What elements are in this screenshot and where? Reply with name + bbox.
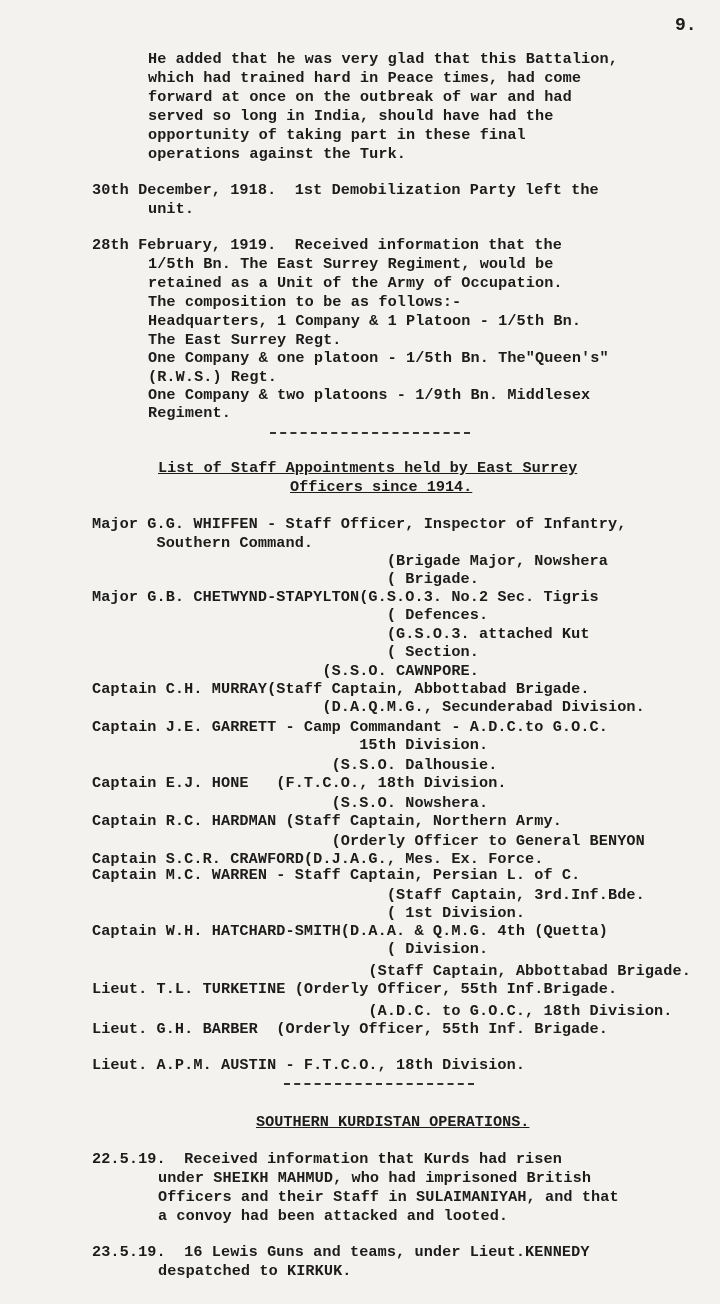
staff-line: (S.S.O. CAWNPORE.	[92, 662, 479, 680]
para1-line: served so long in India, should have had the	[148, 107, 554, 125]
para1-line: He added that he was very glad that this Battalion,	[148, 50, 618, 68]
para1-line: opportunity of taking part in these final	[148, 126, 526, 144]
entry-22-line: 22.5.19. Received information that Kurds had risen	[92, 1150, 562, 1168]
entry-22-line: Officers and their Staff in SULAIMANIYAH, and that	[158, 1188, 619, 1206]
entry-dec-line: unit.	[148, 200, 195, 218]
entry-feb-line: 1/5th Bn. The East Surrey Regiment, would be	[148, 255, 554, 273]
para1-line: operations against the Turk.	[148, 145, 406, 163]
staff-line: (S.S.O. Dalhousie.	[92, 756, 498, 774]
staff-line: ( Division.	[92, 940, 489, 958]
kurdistan-heading: SOUTHERN KURDISTAN OPERATIONS.	[256, 1113, 530, 1131]
section-divider	[270, 432, 470, 434]
staff-line: Lieut. A.P.M. AUSTIN - F.T.C.O., 18th Division.	[92, 1056, 526, 1074]
entry-feb-line: Regiment.	[148, 404, 231, 422]
para1-line: forward at once on the outbreak of war and had	[148, 88, 572, 106]
entry-feb-line: 28th February, 1919. Received information that the	[92, 236, 562, 254]
staff-line: (G.S.O.3. attached Kut	[92, 625, 590, 643]
staff-line: ( 1st Division.	[92, 904, 526, 922]
staff-line: Captain W.H. HATCHARD-SMITH(D.A.A. & Q.M.G. 4th (Quetta)	[92, 922, 608, 940]
staff-heading: List of Staff Appointments held by East Surrey	[158, 459, 578, 477]
entry-dec-line: 30th December, 1918. 1st Demobilization Party left the	[92, 181, 599, 199]
staff-line: ( Defences.	[92, 606, 489, 624]
page-number: 9.	[675, 16, 697, 36]
staff-line: 15th Division.	[92, 736, 489, 754]
staff-line: Southern Command.	[92, 534, 314, 552]
staff-line: Major G.B. CHETWYND-STAPYLTON(G.S.O.3. No.2 Sec. Tigris	[92, 588, 599, 606]
staff-heading: Officers since 1914.	[290, 478, 473, 496]
entry-22-line: under SHEIKH MAHMUD, who had imprisoned British	[158, 1169, 592, 1187]
section-divider	[284, 1083, 474, 1085]
staff-line: Captain S.C.R. CRAWFORD(D.J.A.G., Mes. Ex. Force.	[92, 850, 544, 868]
entry-feb-line: (R.W.S.) Regt.	[148, 368, 277, 386]
entry-23-line: despatched to KIRKUK.	[158, 1262, 352, 1280]
staff-line: (Brigade Major, Nowshera	[92, 552, 608, 570]
staff-line: (Orderly Officer to General BENYON	[92, 832, 645, 850]
staff-line: Lieut. G.H. BARBER (Orderly Officer, 55th Inf. Brigade.	[92, 1020, 608, 1038]
staff-line: (Staff Captain, 3rd.Inf.Bde.	[92, 886, 645, 904]
staff-line: (A.D.C. to G.O.C., 18th Division.	[92, 1002, 673, 1020]
entry-feb-line: One Company & two platoons - 1/9th Bn. Middlesex	[148, 386, 591, 404]
staff-line: Lieut. T.L. TURKETINE (Orderly Officer, 55th Inf.Brigade.	[92, 980, 618, 998]
staff-line: Captain C.H. MURRAY(Staff Captain, Abbottabad Brigade.	[92, 680, 590, 698]
entry-22-line: a convoy had been attacked and looted.	[158, 1207, 509, 1225]
staff-line: (Staff Captain, Abbottabad Brigade.	[92, 962, 691, 980]
entry-feb-line: The East Surrey Regt.	[148, 331, 342, 349]
staff-line: Major G.G. WHIFFEN - Staff Officer, Inspector of Infantry,	[92, 515, 627, 533]
entry-feb-line: One Company & one platoon - 1/5th Bn. The"Queen's"	[148, 349, 609, 367]
entry-feb-line: The composition to be as follows:-	[148, 293, 462, 311]
staff-line: (S.S.O. Nowshera.	[92, 794, 489, 812]
staff-line: Captain R.C. HARDMAN (Staff Captain, Northern Army.	[92, 812, 562, 830]
staff-line: ( Brigade.	[92, 570, 479, 588]
staff-line: Captain M.C. WARREN - Staff Captain, Persian L. of C.	[92, 866, 581, 884]
para1-line: which had trained hard in Peace times, had come	[148, 69, 582, 87]
staff-line: Captain E.J. HONE (F.T.C.O., 18th Division.	[92, 774, 507, 792]
staff-line: ( Section.	[92, 643, 479, 661]
entry-feb-line: Headquarters, 1 Company & 1 Platoon - 1/5th Bn.	[148, 312, 582, 330]
staff-line: (D.A.Q.M.G., Secunderabad Division.	[92, 698, 645, 716]
entry-feb-line: retained as a Unit of the Army of Occupation.	[148, 274, 563, 292]
entry-23-line: 23.5.19. 16 Lewis Guns and teams, under Lieut.KENNEDY	[92, 1243, 590, 1261]
staff-line: Captain J.E. GARRETT - Camp Commandant - A.D.C.to G.O.C.	[92, 718, 608, 736]
